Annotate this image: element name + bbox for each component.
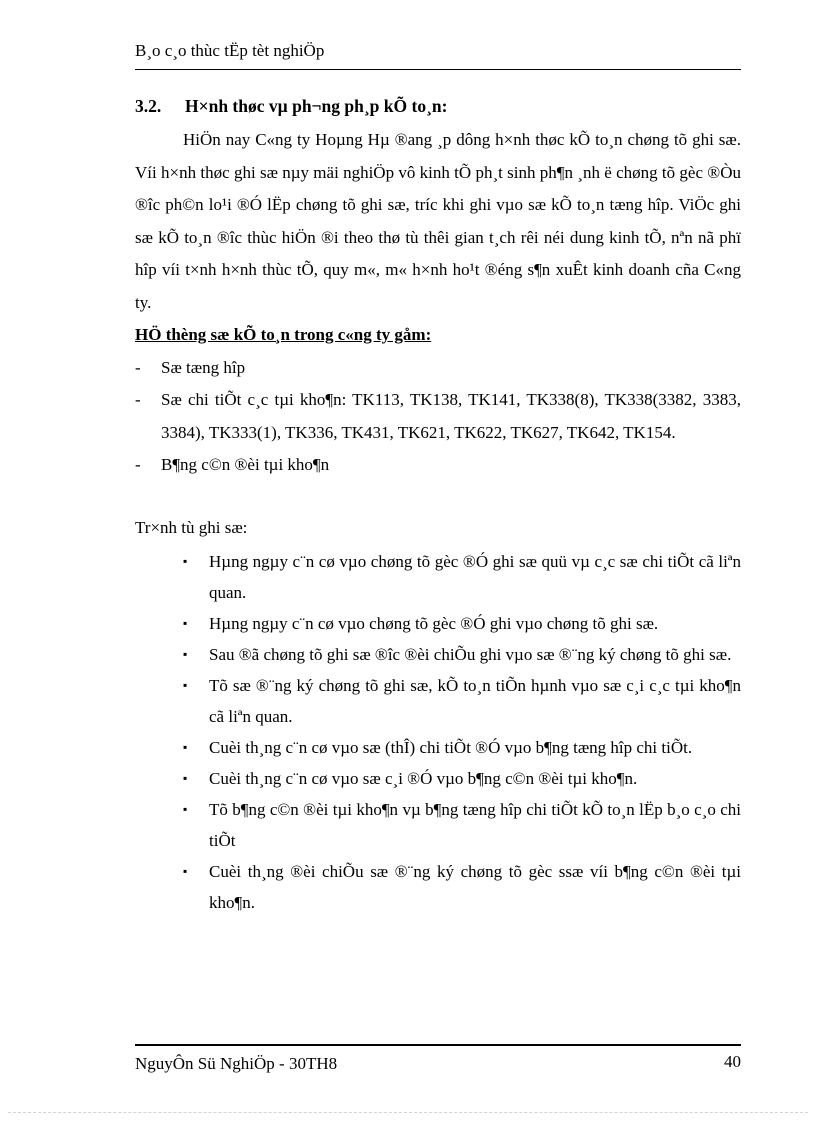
page-footer <box>135 1044 741 1075</box>
square-bullet-icon: ▪ <box>183 740 188 754</box>
list-item-text: Sau ®ã chøng tõ ghi sæ ®îc ®èi chiÕu ghi vµo sæ ®¨ng ký chøng tõ ghi sæ. <box>209 645 732 664</box>
footer-author: NguyÔn Sü NghiÖp - 30TH8 <box>135 1054 338 1073</box>
list-item <box>183 763 741 794</box>
list-item-text: Sæ chi tiÕt c¸c tµi kho¶n: TK113, TK138, TK141, TK338(8), TK338(3382, 3383, 3384), TK333(1), TK336, TK431, TK621, TK622, TK627, TK642, TK154. <box>161 390 741 442</box>
list-item <box>135 449 741 482</box>
list-item-text: Sæ tæng hîp <box>161 357 246 377</box>
list-item <box>183 856 741 918</box>
dash-bullet-icon: - <box>135 390 141 409</box>
list-item <box>183 794 741 856</box>
page-header <box>135 40 741 70</box>
process-label: Tr×nh tù ghi sæ: <box>135 517 248 537</box>
list-item-text: B¶ng c©n ®èi tµi kho¶n <box>161 455 330 474</box>
list-item <box>183 732 741 763</box>
square-bullet-icon: ▪ <box>183 802 188 816</box>
intro-paragraph: HiÖn nay C«ng ty Hoµng Hµ ®ang ¸p dông h×nh thøc kÕ to¸n chøng tõ ghi sæ. Víi h×nh thøc ghi sæ nµy mäi nghiÖp vô kinh tÕ ph¸t sinh ph¶n ¸nh ë chøng tõ gèc ®Òu ®îc ph©n lo¹i ®Ó lËp chøng tõ ghi sæ, tríc khi ghi vµo sæ kÕ to¸n tæng hîp. ViÖc ghi sæ kÕ to¸n ®îc thùc hiÖn ®i theo thø tù thêi gian t¸ch rêi néi dung kinh tÕ, nªn nã phï hîp víi t×nh h×nh thùc tÕ, quy m«, m« h×nh ho¹t ®éng s¶n xuÊt kinh doanh cña C«ng ty. <box>135 130 741 312</box>
page-edge-artifact <box>8 1112 808 1113</box>
square-bullet-icon: ▪ <box>183 771 188 785</box>
list-item-text: Tõ b¶ng c©n ®èi tµi kho¶n vµ b¶ng tæng hîp chi tiÕt kÕ to¸n lËp b¸o c¸o chi tiÕt <box>209 800 741 850</box>
list-item <box>183 608 741 639</box>
page-content <box>135 40 741 918</box>
list-item <box>135 384 741 449</box>
header-title: B¸o c¸o thùc tËp tèt nghiÖp <box>135 41 325 60</box>
section-heading <box>135 94 741 118</box>
list-item <box>183 546 741 608</box>
list-heading: HÖ thèng sæ kÕ to¸n trong c«ng ty gåm: <box>135 325 432 344</box>
list-item-text: Cuèi th¸ng c¨n cø vµo sæ (thÎ) chi tiÕt ®Ó vµo b¶ng tæng hîp chi tiÕt. <box>209 738 693 757</box>
bullet-list <box>183 546 741 918</box>
dash-list <box>135 352 741 482</box>
square-bullet-icon: ▪ <box>183 554 188 568</box>
list-item <box>183 670 741 732</box>
list-item <box>183 639 741 670</box>
square-bullet-icon: ▪ <box>183 678 188 692</box>
page-number: 40 <box>724 1052 741 1071</box>
section-number: 3.2. <box>135 96 162 116</box>
list-item-text: Hµng ngµy c¨n cø vµo chøng tõ gèc ®Ó ghi vµo chøng tõ ghi sæ. <box>209 614 659 633</box>
section-title: H×nh thøc vµ ph¬ng ph¸p kÕ to¸n: <box>185 96 448 116</box>
list-item-text: Tõ sæ ®¨ng ký chøng tõ ghi sæ, kÕ to¸n tiÕn hµnh vµo sæ c¸i c¸c tµi kho¶n cã liªn quan. <box>209 676 741 726</box>
dash-bullet-icon: - <box>135 455 141 474</box>
list-item-text: Hµng ngµy c¨n cø vµo chøng tõ gèc ®Ó ghi sæ quü vµ c¸c sæ chi tiÕt cã liªn quan. <box>209 552 741 602</box>
list-item <box>135 352 741 385</box>
square-bullet-icon: ▪ <box>183 616 188 630</box>
square-bullet-icon: ▪ <box>183 647 188 661</box>
list-item-text: Cuèi th¸ng ®èi chiÕu sæ ®¨ng ký chøng tõ gèc ssæ víi b¶ng c©n ®èi tµi kho¶n. <box>209 862 741 912</box>
list-item-text: Cuèi th¸ng c¨n cø vµo sæ c¸i ®Ó vµo b¶ng c©n ®èi tµi kho¶n. <box>209 769 638 788</box>
square-bullet-icon: ▪ <box>183 864 188 878</box>
dash-bullet-icon: - <box>135 357 141 377</box>
